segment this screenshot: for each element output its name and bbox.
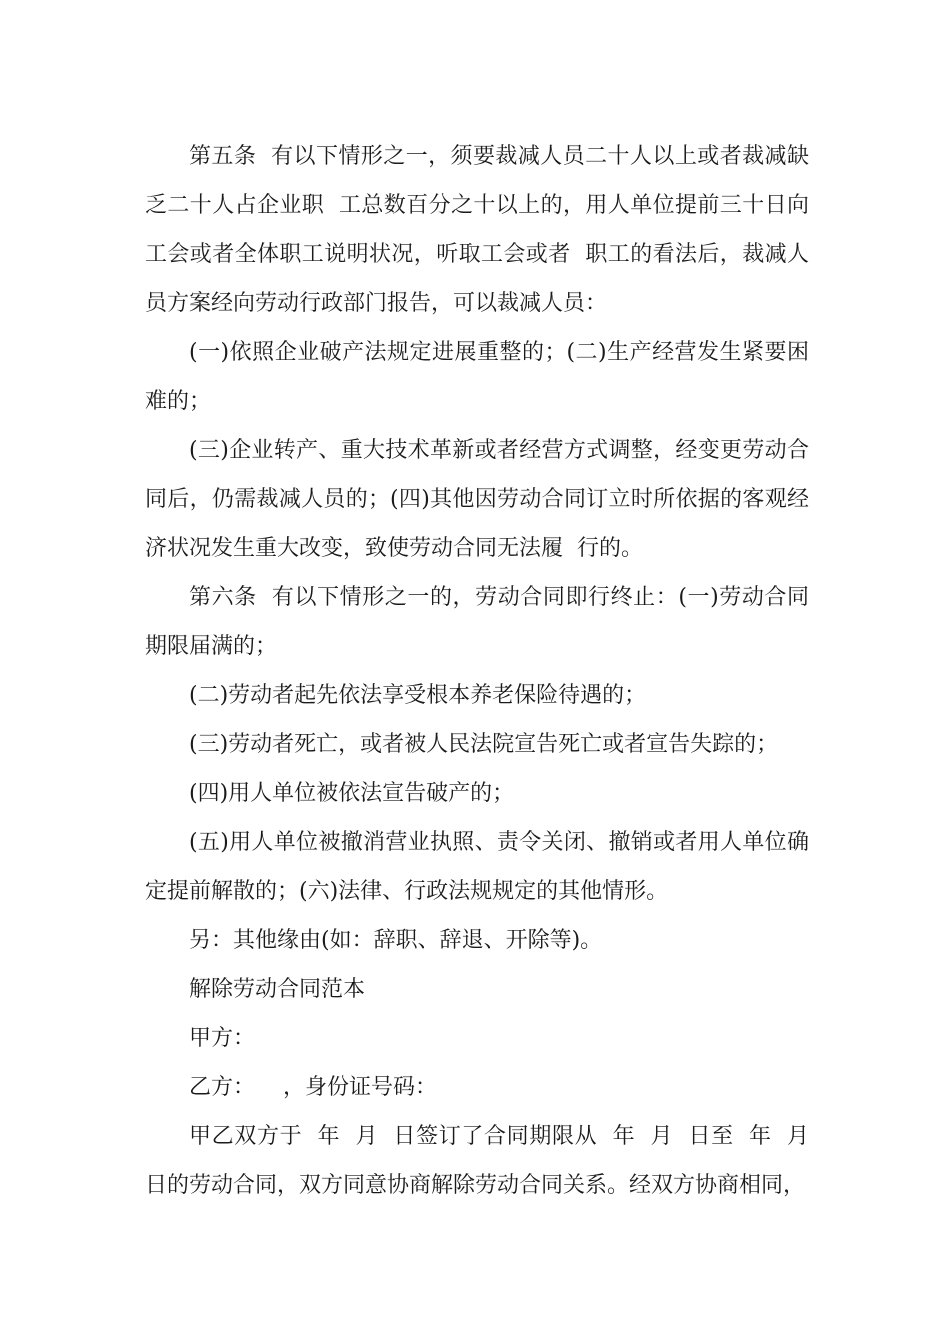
section-title-template: 解除劳动合同范本	[189, 977, 366, 1002]
paragraph-item-1-2: (一)依照企业破产法规定进展重整的；(二)生产经营发生紧要困难的；	[145, 340, 809, 414]
paragraph-item-3-4: (三)企业转产、重大技术革新或者经营方式调整，经变更劳动合同后，仍需裁减人员的；(四)其他因劳动合同订立时所依据的客观经济状况发生重大改变，致使劳动合同无法履 行的。	[145, 438, 809, 561]
paragraph-termination-5-6: (五)用人单位被撤消营业执照、责令关闭、撤销或者用人单位确定提前解散的；(六)法律、行政法规规定的其他情形。	[145, 830, 809, 904]
party-a-line: 甲方：	[189, 1026, 256, 1051]
paragraph-termination-3: (三)劳动者死亡，或者被人民法院宣告死亡或者宣告失踪的；	[189, 732, 779, 757]
document-body	[145, 132, 823, 1210]
party-b-line: 乙方： ，身份证号码：	[189, 1075, 437, 1100]
paragraph-termination-2: (二)劳动者起先依法享受根本养老保险待遇的；	[189, 683, 647, 708]
paragraph-termination-4: (四)用人单位被依法宣告破产的；	[189, 781, 515, 806]
paragraph-other-reasons: 另：其他缘由(如：辞职、辞退、开除等)。	[189, 928, 603, 953]
paragraph-article-6: 第六条 有以下情形之一的，劳动合同即行终止：(一)劳动合同期限届满的；	[145, 585, 809, 659]
paragraph-article-5: 第五条 有以下情形之一，须要裁减人员二十人以上或者裁减缺乏二十人占企业职 工总数百分之十以上的，用人单位提前三十日向工会或者全体职工说明状况，听取工会或者 职工的看法后，裁减人员方案经向劳动行政部门报告，可以裁减人员：	[145, 144, 809, 316]
paragraph-agreement: 甲乙双方于 年 月 日签订了合同期限从 年 月 日至 年 月 日的劳动合同，双方同意协商解除劳动合同关系。经双方协商相同，	[145, 1124, 823, 1198]
